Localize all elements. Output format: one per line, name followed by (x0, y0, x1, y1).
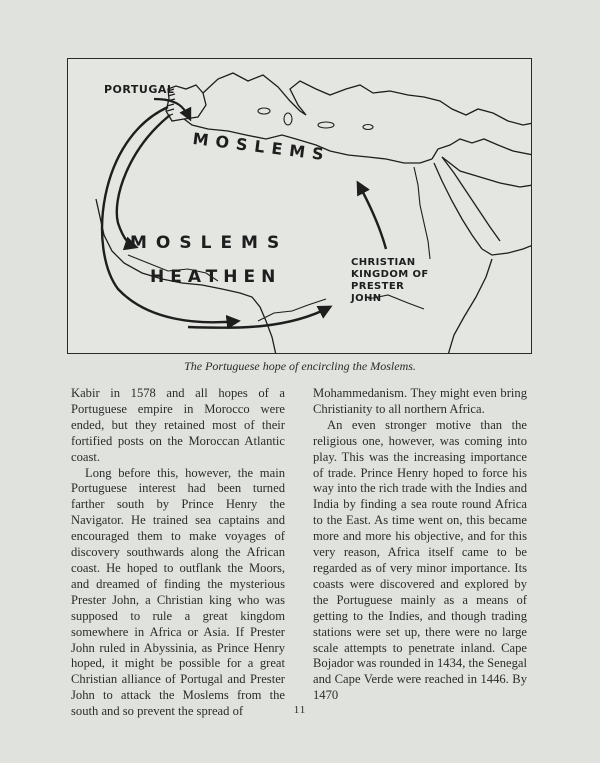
christian-label-line: PRESTER (351, 281, 405, 292)
paragraph: Mohammedanism. They might even bring Christianity to all northern Africa. (313, 386, 527, 416)
figure-caption: The Portuguese hope of encircling the Moslems. (184, 359, 416, 373)
map-label-heathen: HEATHEN (150, 267, 282, 287)
island-d (363, 125, 373, 130)
right-column (313, 386, 527, 704)
paragraph: An even stronger motive than the religious one, however, was coming into play. This was the increasing importance of trade. Prince Henry hoped to force his way into the rich trade with the Indies and India by finding a sea route round Africa to the East. As time went on, this became more and more his objective, and for this very reason, Africa itself came to be regarded as of very minor importance. Its coasts were discovered and explored by the Portuguese mainly as a means of getting to the Indies, and though trading stations were set up, there were no large scale attempts to penetrate inland. Cape Bojador was rounded in 1434, the Senegal and Cape Verde were reached in 1446. By 1470 (313, 417, 527, 703)
christian-label-line: JOHN (351, 293, 382, 304)
island-c (318, 122, 334, 128)
island-a (258, 108, 270, 114)
page-number: 11 (293, 704, 307, 716)
left-column (71, 386, 285, 720)
christian-label-line: KINGDOM OF (351, 269, 429, 280)
christian-label-line: CHRISTIAN (351, 257, 416, 268)
arrow-inner (117, 115, 170, 247)
map-label-moslems-africa: MOSLEMS (130, 233, 289, 253)
arrow-south-east (188, 307, 330, 328)
river-congo (258, 299, 326, 321)
map-label-christian-kingdom (351, 257, 429, 305)
map-label-moslems-north: MOSLEMS (191, 129, 332, 165)
paragraph: Long before this, however, the main Portuguese interest had been turned farther south by Prince Henry the Navigator. He trained sea captains and encouraged them to make voyages of discovery southwards along the African coast. He hoped to outflank the Moors, and dreamed of finding the mysterious Prester John, a Christian king who was supposed to rule a great kingdom somewhere in Africa or Asia. If Prester John ruled in Abyssinia, as Prince Henry hoped, it might be possible for a great Christian alliance of Portugal and Prester John to attack the Moslems from the south and so prevent the spread of (71, 465, 285, 719)
east-africa-coast (448, 259, 492, 354)
arabia-coast (442, 157, 532, 187)
levant-coast (432, 139, 532, 159)
paragraph: Kabir in 1578 and all hopes of a Portuguese empire in Morocco were ended, but they retained most of their fortified posts on the Moroccan Atlantic coast. (71, 386, 285, 464)
horn-coast (482, 245, 532, 255)
europe-coast (203, 73, 532, 125)
map-figure (67, 58, 532, 354)
arrow-north (358, 183, 386, 249)
map-label-portugal: PORTUGAL (104, 83, 175, 96)
river-nile (414, 167, 430, 259)
map-drawing (68, 59, 532, 354)
island-b (284, 113, 292, 125)
